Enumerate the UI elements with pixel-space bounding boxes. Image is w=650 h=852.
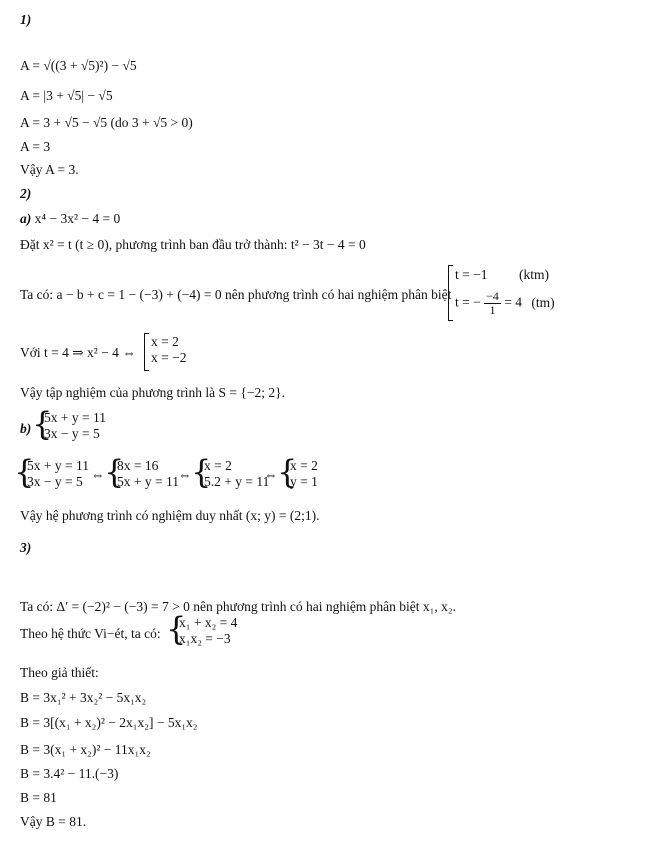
root-1-value: t = −1 bbox=[455, 267, 488, 282]
with-t-root-1: x = 2 bbox=[151, 334, 179, 349]
viet-eq-2: x₁x₂ = −3 bbox=[179, 631, 231, 646]
system-2-eq-1: 8x = 16 bbox=[117, 458, 159, 473]
with-t-root-2: x = −2 bbox=[151, 350, 187, 365]
with-t-bracket bbox=[144, 333, 149, 371]
root-2-fraction bbox=[484, 290, 501, 317]
root-1 bbox=[455, 267, 549, 283]
eq-a-line-2: A = |3 + √5| − √5 bbox=[20, 88, 113, 103]
part-2b-brace: { bbox=[32, 405, 53, 443]
root-2 bbox=[455, 290, 555, 317]
part-2b-eq-2: 3x − y = 5 bbox=[44, 426, 100, 441]
equiv-3: ⇔ bbox=[264, 467, 278, 482]
system-3-eq-1: x = 2 bbox=[204, 458, 232, 473]
part-2b-label: b) bbox=[20, 421, 32, 436]
with-t-roots bbox=[151, 334, 186, 366]
viet-eq-1: x₁ + x₂ = 4 bbox=[179, 615, 238, 630]
eq-a-line-1: A = √((3 + √5)²) − √5 bbox=[20, 58, 137, 73]
system-1-eq-2: 3x − y = 5 bbox=[27, 474, 83, 489]
system-1-eq-1: 5x + y = 11 bbox=[27, 458, 89, 473]
part-1-heading: 1) bbox=[20, 12, 32, 27]
system-3-brace: { bbox=[191, 453, 212, 491]
root-2-note: (tm) bbox=[531, 294, 555, 310]
part-2-heading: 2) bbox=[20, 186, 32, 201]
viet-brace: { bbox=[166, 610, 187, 648]
system-4-brace: { bbox=[277, 453, 298, 491]
root-2-numerator: −4 bbox=[486, 289, 499, 303]
root-1-note: (ktm) bbox=[519, 267, 549, 282]
system-4 bbox=[290, 458, 318, 490]
root-2-denominator: 1 bbox=[489, 303, 496, 317]
system-4-eq-2: y = 1 bbox=[290, 474, 318, 489]
part-2a-label: a) bbox=[20, 211, 32, 226]
part-2b-eq-1: 5x + y = 11 bbox=[44, 410, 106, 425]
eq-a-line-3: A = 3 + √5 − √5 (do 3 + √5 > 0) bbox=[20, 115, 193, 130]
roots-bracket bbox=[448, 265, 453, 321]
system-2-brace: { bbox=[104, 453, 125, 491]
equiv-1: ⇔ bbox=[91, 467, 105, 482]
given-label: Theo giả thiết: bbox=[20, 665, 99, 680]
eq-b-line-5: B = 81 bbox=[20, 790, 57, 805]
system-4-eq-1: x = 2 bbox=[290, 458, 318, 473]
system-2-eq-2: 5x + y = 11 bbox=[117, 474, 179, 489]
system-3 bbox=[204, 458, 269, 490]
with-t-line: Với t = 4 ⇒ x² − 4 ⇔ bbox=[20, 345, 136, 360]
part-2a-eq: x⁴ − 3x² − 4 = 0 bbox=[34, 211, 121, 226]
part-2a-equation bbox=[20, 211, 120, 227]
abc-check-line: Ta có: a − b + c = 1 − (−3) + (−4) = 0 nên phương trình có hai nghiệm phân biệt bbox=[20, 287, 452, 302]
eq-b-line-4: B = 3.4² − 11.(−3) bbox=[20, 766, 119, 781]
part-2b-conclusion: Vậy hệ phương trình có nghiệm duy nhất (x; y) = (2;1). bbox=[20, 508, 320, 523]
viet-line: Theo hệ thức Vi−ét, ta có: bbox=[20, 626, 161, 641]
solution-set-line: Vậy tập nghiệm của phương trình là S = {−2; 2}. bbox=[20, 385, 285, 400]
system-1-brace: { bbox=[14, 453, 35, 491]
eq-b-conclusion: Vậy B = 81. bbox=[20, 814, 87, 829]
delta-line: Ta có: Δ′ = (−2)² − (−3) = 7 > 0 nên phương trình có hai nghiệm phân biệt x₁, x₂. bbox=[20, 599, 456, 614]
part-2b-system bbox=[44, 410, 106, 442]
system-3-eq-2: 5.2 + y = 11 bbox=[204, 474, 270, 489]
equiv-2: ⇔ bbox=[178, 467, 192, 482]
eq-b-line-2: B = 3[(x₁ + x₂)² − 2x₁x₂] − 5x₁x₂ bbox=[20, 715, 198, 730]
eq-a-conclusion: Vậy A = 3. bbox=[20, 162, 79, 177]
part-3-heading: 3) bbox=[20, 540, 32, 555]
eq-b-line-3: B = 3(x₁ + x₂)² − 11x₁x₂ bbox=[20, 742, 151, 757]
substitution-line: Đặt x² = t (t ≥ 0), phương trình ban đầu trở thành: t² − 3t − 4 = 0 bbox=[20, 237, 366, 252]
eq-a-line-4: A = 3 bbox=[20, 139, 51, 154]
eq-b-line-1: B = 3x₁² + 3x₂² − 5x₁x₂ bbox=[20, 690, 147, 705]
system-1 bbox=[27, 458, 89, 490]
root-2-prefix: t = − bbox=[455, 294, 481, 310]
root-2-value: = 4 bbox=[504, 294, 523, 310]
viet-system bbox=[179, 615, 237, 647]
system-2 bbox=[117, 458, 179, 490]
